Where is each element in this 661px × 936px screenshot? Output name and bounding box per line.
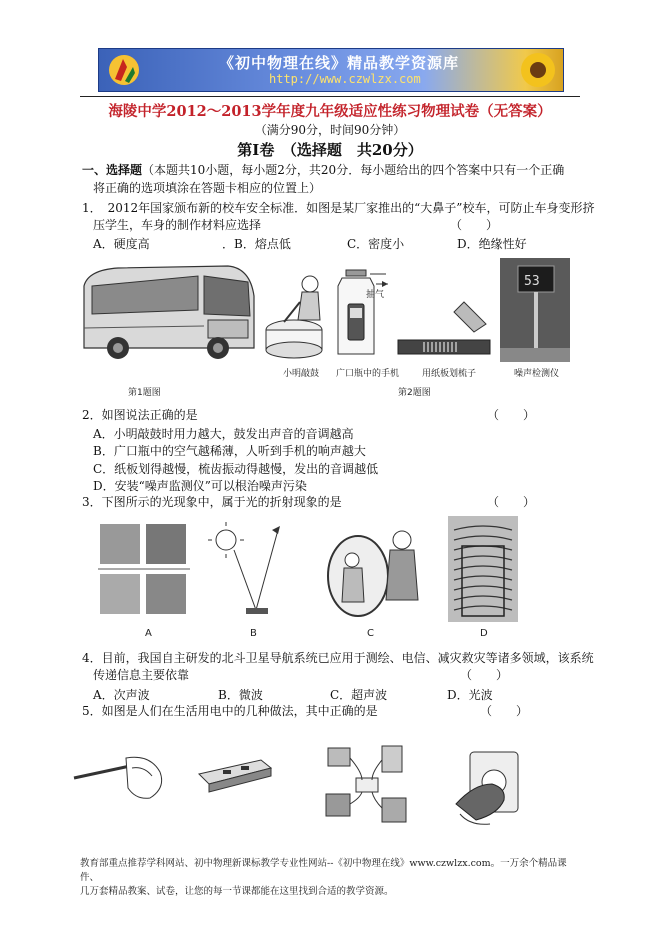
fig2-caption: 第2题图 <box>398 388 431 398</box>
fig5-wet-hand-plug <box>450 744 530 828</box>
q3-line1: 3．下图所示的光现象中，属于光的折射现象的是 <box>82 495 342 509</box>
fig3-b-sun-mirror <box>206 520 286 620</box>
fig3-label-b: B <box>250 628 257 639</box>
q5-answer-paren: （ ） <box>480 704 529 718</box>
fig3-label-d: D <box>480 628 488 639</box>
banner-title: 《初中物理在线》精品教学资源库 <box>219 54 460 72</box>
page-footer <box>80 857 585 899</box>
school-bus-figure <box>78 256 258 368</box>
q4-option-a: A．次声波 <box>93 688 150 702</box>
q1-line2: 压学生，车身的制作材料应选择 <box>93 218 262 232</box>
q2-option-c: C．纸板划得越慢，梳齿振动得越慢，发出的音调越低 <box>93 462 379 476</box>
comb-figure <box>394 300 494 360</box>
fig2-label-drum: 小明敲鼓 <box>283 369 320 379</box>
section-instructions <box>82 162 564 178</box>
fig3-d-glass-straw <box>448 516 518 622</box>
q1-option-d: D．绝缘性好 <box>457 237 527 251</box>
fig5-power-strip <box>195 756 275 796</box>
q4-option-b: B．微波 <box>218 688 263 702</box>
q1-option-b: ．B．熔点低 <box>222 237 291 251</box>
svg-text:53: 53 <box>524 274 540 289</box>
q2-option-b: B．广口瓶中的空气越稀薄，人听到手机的响声越大 <box>93 444 366 458</box>
exam-title: 海陵中学2012～2013学年度九年级适应性练习物理试卷（无答案） <box>108 103 552 120</box>
q4-line1: 4．目前，我国自主研发的北斗卫星导航系统已应用于测绘、电信、减灾救灾等诸多领域，该系统 <box>82 651 594 665</box>
q2-option-d: D．安装“噪声监测仪”可以根治噪声污染 <box>93 479 307 493</box>
footer-line-1: 教育部重点推荐学科网站、初中物理新课标教学专业性网站--《初中物理在线》www.czwlzx.com。一万余个精品课件、 <box>80 858 567 883</box>
fig3-c-mirror-person <box>322 520 422 620</box>
q3-answer-paren: （ ） <box>487 495 536 509</box>
q1-option-c: C．密度小 <box>347 237 405 251</box>
section-text-1: （本题共10小题，每小题2分，共20分．每小题给出的四个答案中只有一个正确 <box>142 163 565 177</box>
q1-line1: 1． 2012年国家颁布新的校车安全标准．如图是某厂家推出的“大鼻子”校车，可防止车身变形挤 <box>82 201 595 215</box>
fig3-label-c: C <box>367 628 374 639</box>
exam-subtitle: （满分90分，时间90分钟） <box>254 123 406 137</box>
fig5-tester-pen <box>70 748 170 808</box>
fig2-label-comb: 用纸板划梳子 <box>422 369 477 379</box>
q5-line1: 5．如图是人们在生活用电中的几种做法，其中正确的是 <box>82 704 378 718</box>
q2-answer-paren: （ ） <box>487 408 536 422</box>
part-title: 第Ⅰ卷 （选择题 共20分） <box>237 141 423 159</box>
noise-monitor-figure <box>500 258 570 362</box>
jar-phone-figure <box>336 270 388 360</box>
fig5-overloaded-socket <box>322 742 412 832</box>
q4-answer-paren: （ ） <box>460 668 509 682</box>
header-rule <box>80 96 580 97</box>
q2-option-a: A．小明敲鼓时用力越大，鼓发出声音的音调越高 <box>93 427 354 441</box>
q4-line2: 传递信息主要依靠 <box>93 668 190 682</box>
fig3-label-a: A <box>145 628 152 639</box>
site-banner <box>98 48 564 92</box>
site-logo-icon <box>107 53 141 87</box>
q4-option-d: D．光波 <box>447 688 493 702</box>
q2-line1: 2．如图说法正确的是 <box>82 408 198 422</box>
fig2-label-monitor: 噪声检测仪 <box>514 369 560 379</box>
footer-line-2: 几万套精品教案、试卷，让您的每一节课都能在这里找到合适的教学资源。 <box>80 886 394 897</box>
section-text-2: 将正确的选项填涂在答题卡相应的位置上） <box>93 181 322 195</box>
section-label: 一、选择题 <box>82 163 143 177</box>
fig2-label-jar: 广口瓶中的手机 <box>336 369 400 379</box>
q1-option-a: A．硬度高 <box>93 237 150 251</box>
banner-url[interactable]: http://www.czwlzx.com <box>269 72 421 86</box>
fig2-arrow-label: 抽气 <box>366 290 385 300</box>
drum-figure <box>262 270 332 360</box>
q1-answer-paren: （ ） <box>450 218 499 232</box>
fig1-caption: 第1题图 <box>128 388 161 398</box>
sunflower-icon <box>519 51 557 89</box>
q4-option-c: C．超声波 <box>330 688 388 702</box>
fig3-a-reflection-text <box>98 520 190 620</box>
